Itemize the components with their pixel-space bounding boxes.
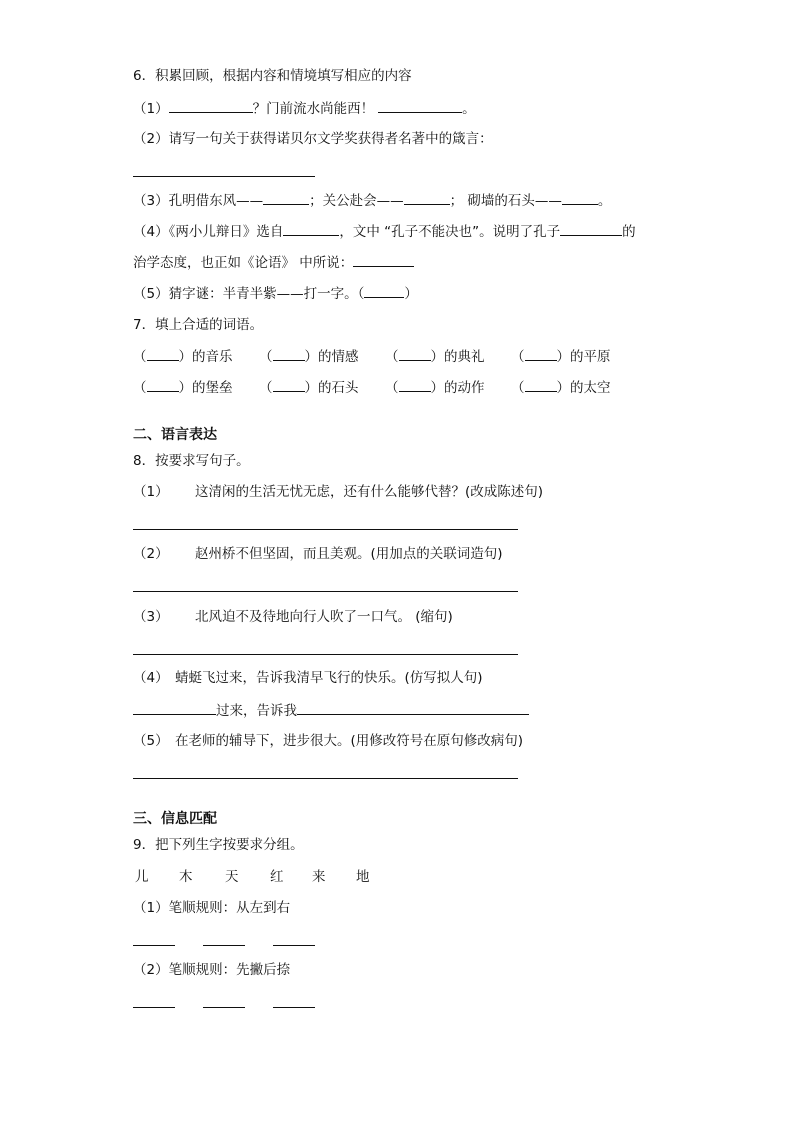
q6-item-4-c: 的 — [622, 224, 636, 240]
q8-item-4-num: （4） — [133, 670, 169, 686]
answer-line[interactable] — [133, 945, 175, 946]
answer-line[interactable] — [273, 1007, 315, 1008]
q7-cell: （ ）的堡垒 — [133, 377, 259, 398]
q8-item-3-num: （3） — [133, 609, 169, 625]
answer-line[interactable] — [133, 529, 518, 530]
answer-blank[interactable] — [273, 377, 305, 392]
q9-rule-1: （1）笔顺规则：从左到右 — [133, 900, 291, 916]
answer-blank[interactable] — [147, 377, 179, 392]
answer-blank[interactable] — [525, 377, 557, 392]
q6-item-1-num: （1） — [133, 101, 169, 117]
section-title-3: 三、信息匹配 — [133, 811, 217, 827]
q6-item-5-a: （5）猜字谜：半青半紫——打一字。（ — [133, 286, 365, 302]
q7-cell: （ ）的音乐 — [133, 346, 259, 367]
q8-item-5 — [133, 731, 523, 751]
q8-item-4-imitation — [133, 700, 529, 721]
q7-cell: （ ）的平原 — [511, 346, 637, 367]
q6-item-4-cont — [133, 252, 414, 273]
answer-line[interactable] — [133, 591, 518, 592]
answer-blank[interactable] — [560, 221, 622, 236]
q6-item-2: （2）请写一句关于获得诺贝尔文学奖获得者名著中的箴言： — [133, 131, 493, 147]
answer-blank[interactable] — [263, 190, 309, 205]
answer-blank[interactable] — [378, 98, 462, 113]
q8-title: 8．按要求写句子。 — [133, 453, 250, 469]
character: 地 — [356, 869, 370, 885]
character-list — [135, 867, 370, 887]
q9-rule-2: （2）笔顺规则：先撇后捺 — [133, 962, 291, 978]
q8-item-2-text: 赵州桥不但坚固，而且美观。(用加点的关联词造句) — [195, 546, 503, 562]
q8-item-2 — [133, 544, 503, 564]
q8-item-5-text: 在老师的辅导下，进步很大。(用修改符号在原句修改病句) — [175, 733, 524, 749]
q9-title: 9．把下列生字按要求分组。 — [133, 837, 304, 853]
q8-item-1-text: 这清闲的生活无忧无虑，还有什么能够代替？(改成陈述句) — [195, 484, 544, 500]
q7-cell: （ ）的动作 — [385, 377, 511, 398]
q8-item-1-num: （1） — [133, 484, 169, 500]
q6-item-1 — [133, 98, 476, 119]
q6-item-5-b: ） — [404, 286, 418, 302]
q7-cell: （ ）的石头 — [259, 377, 385, 398]
q7-cell: （ ）的典礼 — [385, 346, 511, 367]
answer-line[interactable] — [133, 654, 518, 655]
answer-blank[interactable] — [273, 346, 305, 361]
q6-item-4-a: （4）《两小儿辩日》选自 — [133, 224, 284, 240]
q8-item-1 — [133, 482, 543, 502]
q8-item-5-num: （5） — [133, 733, 169, 749]
answer-blank[interactable] — [283, 221, 339, 236]
answer-blank[interactable] — [562, 190, 598, 205]
q8-item-4 — [133, 668, 483, 688]
q8-item-4-imitation-text: 过来，告诉我 — [216, 703, 297, 719]
q8-item-2-num: （2） — [133, 546, 169, 562]
answer-blank[interactable] — [297, 700, 529, 715]
answer-line[interactable] — [203, 1007, 245, 1008]
answer-line[interactable] — [133, 778, 518, 779]
character: 红 — [270, 869, 284, 885]
q6-item-5 — [133, 283, 418, 304]
q6-item-3-d: 。 — [597, 193, 612, 209]
q6-item-3-a: （3）孔明借东风—— — [133, 193, 264, 209]
section-title-2: 二、语言表达 — [133, 427, 217, 443]
answer-line[interactable] — [133, 176, 315, 177]
q6-title: 6．积累回顾，根据内容和情境填写相应的内容 — [133, 68, 412, 84]
q6-item-4-b: ，文中 “孔子不能决也”。说明了孔子 — [339, 224, 561, 240]
q6-item-4-cont-text: 治学态度，也正如《论语》 中所说： — [133, 255, 354, 271]
q6-item-4 — [133, 221, 636, 242]
answer-blank[interactable] — [404, 190, 450, 205]
q7-cell: （ ）的情感 — [259, 346, 385, 367]
character: 天 — [225, 869, 239, 885]
answer-blank[interactable] — [525, 346, 557, 361]
answer-line[interactable] — [273, 945, 315, 946]
q8-item-4-text: 蜻蜓飞过来，告诉我清早飞行的快乐。(仿写拟人句) — [175, 670, 483, 686]
q6-item-3-c: ； 砌墙的石头—— — [449, 193, 562, 209]
q6-item-3-b: ；关公赴会—— — [309, 193, 404, 209]
q8-item-3-text: 北风迫不及待地向行人吹了一口气。 (缩句) — [195, 609, 453, 625]
answer-line[interactable] — [133, 1007, 175, 1008]
q6-item-1-end: 。 — [462, 101, 476, 117]
answer-blank[interactable] — [399, 346, 431, 361]
q6-item-1-text: ？门前流水尚能西！ — [252, 101, 375, 117]
character: 木 — [179, 869, 193, 885]
answer-blank[interactable] — [169, 98, 253, 113]
q6-item-3 — [133, 190, 611, 211]
q7-cell: （ ）的太空 — [511, 377, 637, 398]
q7-row-1 — [133, 346, 637, 367]
q7-title: 7．填上合适的词语。 — [133, 317, 264, 333]
answer-blank[interactable] — [133, 700, 216, 715]
answer-blank[interactable] — [399, 377, 431, 392]
character: 来 — [312, 869, 326, 885]
answer-line[interactable] — [203, 945, 245, 946]
answer-blank[interactable] — [364, 283, 404, 298]
character: 儿 — [135, 869, 149, 885]
q8-item-3 — [133, 607, 453, 627]
q7-row-2 — [133, 377, 637, 398]
answer-blank[interactable] — [353, 252, 414, 267]
answer-blank[interactable] — [147, 346, 179, 361]
